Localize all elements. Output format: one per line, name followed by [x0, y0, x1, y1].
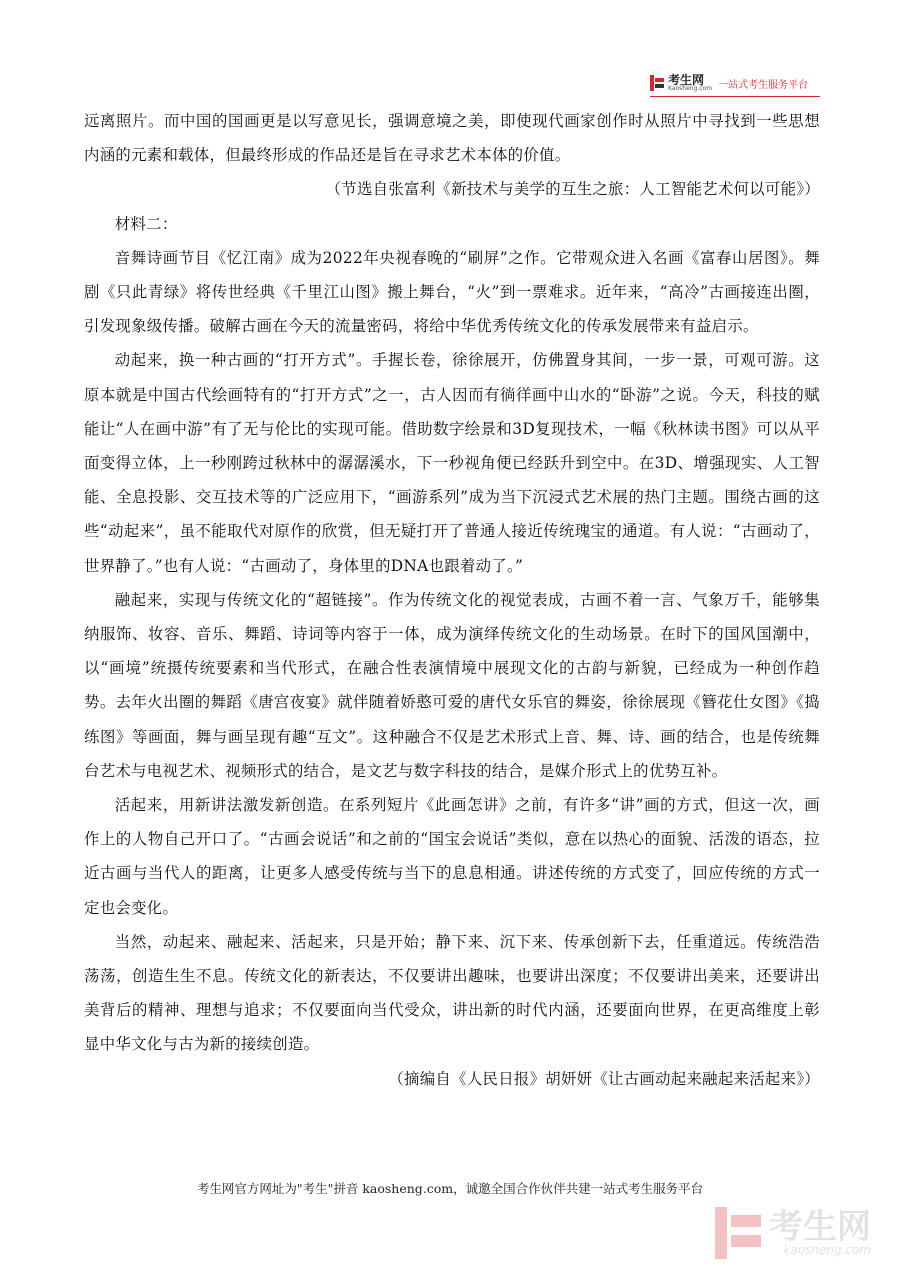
- paragraph-intro: 音舞诗画节目《忆江南》成为2022年央视春晚的“刷屏”之作。它带观众进入名画《富春山居图》。舞剧《只此青绿》将传世经典《千里江山图》搬上舞台，“火”到一票难求。近年来，“高冷”古画接连出圈，引发现象级传播。破解古画在今天的流量密码，将给中华优秀传统文化的传承发展带来有益启示。: [84, 248, 820, 336]
- logo-slogan: 一站式考生服务平台: [718, 79, 809, 91]
- watermark-domain: kaosheng.com: [783, 1243, 871, 1257]
- source-citation-1: （节选自张富利《新技术与美学的互生之旅：人工智能艺术何以可能》）: [325, 180, 820, 199]
- watermark: [715, 1197, 895, 1269]
- source-citation-2: （摘编自《人民日报》胡妍妍《让古画动起来融起来活起来》）: [388, 1069, 820, 1088]
- article-body: [84, 104, 820, 1096]
- header-logo: [650, 72, 820, 94]
- kaosheng-logo-icon: [650, 75, 664, 91]
- logo-brand: 考生网: [668, 73, 705, 87]
- page-footer: 考生网官方网址为"考生"拼音 kaosheng.com，诚邀全国合作伙伴共建一站式考生服务平台: [196, 1181, 704, 1196]
- paragraph-rongqilai: 融起来，实现与传统文化的“超链接”。作为传统文化的视觉表成，古画不着一言、气象万千，能够集纳服饰、妆容、音乐、舞蹈、诗词等内容于一体，成为演绎传统文化的生动场景。在时下的国风国潮中，以“画境”统摄传统要素和当代形式，在融合性表演情境中展现文化的古韵与新貌，已经成为一种创作趋势。去年火出圈的舞蹈《唐宫夜宴》就伴随着娇憨可爱的唐代女乐官的舞姿，徐徐展现《簪花仕女图》《捣练图》等画面，舞与画呈现有趣“互文”。这种融合不仅是艺术形式上音、舞、诗、画的结合，也是传统舞台艺术与电视艺术、视频形式的结合，是文艺与数字科技的结合，是媒介形式上的优势互补。: [84, 590, 820, 780]
- header-divider: [650, 96, 820, 97]
- watermark-text: [769, 1207, 871, 1257]
- logo-domain: Kaosheng.com: [668, 85, 713, 92]
- paragraph-dongqilai: 动起来，换一种古画的“打开方式”。手握长卷，徐徐展开，仿佛置身其间，一步一景，可观可游。这原本就是中国古代绘画特有的“打开方式”之一，古人因而有徜徉画中山水的“卧游”之说。今天，科技的赋能让“人在画中游”有了无与伦比的实现可能。借助数字绘景和3D复现技术，一幅《秋林读书图》可以从平面变得立体，上一秒刚跨过秋林中的潺潺溪水，下一秒视角便已经跃升到空中。在3D、增强现实、人工智能、全息投影、交互技术等的广泛应用下，“画游系列”成为当下沉浸式艺术展的热门主题。围绕古画的这些“动起来”，虽不能取代对原作的欣赏，但无疑打开了普通人接近传统瑰宝的通道。有人说：“古画动了，世界静了。”也有人说：“古画动了，身体里的DNA也跟着动了。”: [84, 351, 820, 575]
- watermark-brand: 考生网: [769, 1207, 871, 1247]
- logo-text: [668, 74, 712, 92]
- paragraph-continued: 远离照片。而中国的国画更是以写意见长，强调意境之美，即使现代画家创作时从照片中寻找到一些思想内涵的元素和载体，但最终形成的作品还是旨在寻求艺术本体的价值。: [84, 112, 820, 165]
- watermark-logo-icon: [715, 1207, 761, 1259]
- material-heading: 材料二：: [114, 214, 178, 233]
- paragraph-huoqilai: 活起来，用新讲法激发新创造。在系列短片《此画怎讲》之前，有许多“讲”画的方式，但这一次，画作上的人物自己开口了。“古画会说话”和之前的“国宝会说话”类似，意在以热心的面貌、活泼的语态，拉近古画与当代人的距离，让更多人感受传统与当下的息息相通。讲述传统的方式变了，回应传统的方式一定也会变化。: [84, 796, 820, 917]
- paragraph-conclusion: 当然，动起来、融起来、活起来，只是开始；静下来、沉下来、传承创新下去，任重道远。传统浩浩荡荡，创造生生不息。传统文化的新表达，不仅要讲出趣味，也要讲出深度；不仅要讲出美来，还要讲出美背后的精神、理想与追求；不仅要面向当代受众，讲出新的时代内涵，还要面向世界，在更高维度上彰显中华文化与古为新的接续创造。: [84, 932, 820, 1054]
